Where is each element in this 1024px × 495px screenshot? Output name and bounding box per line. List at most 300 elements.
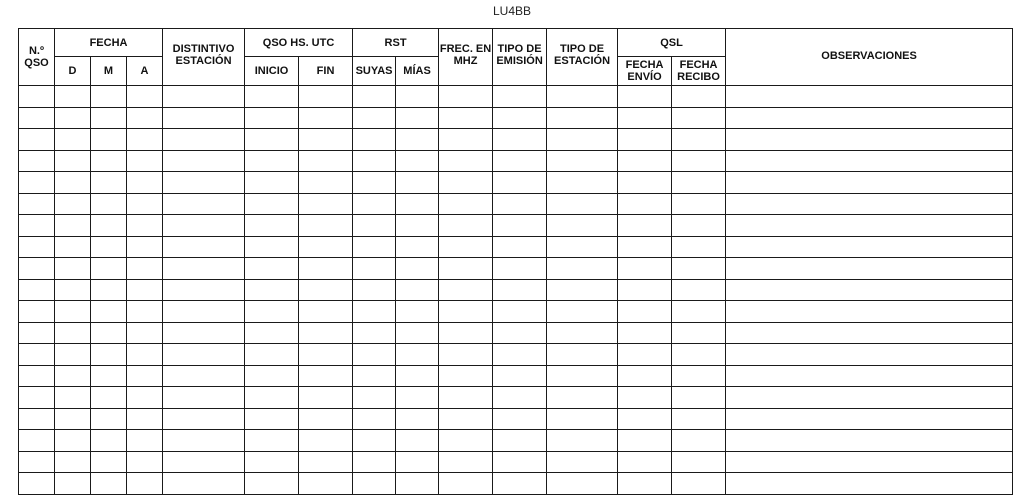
table-cell[interactable]: [91, 451, 127, 473]
table-cell[interactable]: [19, 172, 55, 194]
table-cell[interactable]: [91, 150, 127, 172]
table-cell[interactable]: [726, 408, 1013, 430]
table-cell[interactable]: [163, 408, 245, 430]
table-cell[interactable]: [493, 150, 547, 172]
table-cell[interactable]: [672, 473, 726, 495]
table-cell[interactable]: [493, 279, 547, 301]
table-cell[interactable]: [163, 451, 245, 473]
table-cell[interactable]: [396, 215, 439, 237]
table-cell[interactable]: [396, 279, 439, 301]
table-cell[interactable]: [163, 172, 245, 194]
table-cell[interactable]: [19, 193, 55, 215]
table-cell[interactable]: [439, 322, 493, 344]
table-cell[interactable]: [163, 473, 245, 495]
table-cell[interactable]: [396, 430, 439, 452]
table-cell[interactable]: [618, 473, 672, 495]
table-cell[interactable]: [726, 344, 1013, 366]
table-cell[interactable]: [91, 107, 127, 129]
table-cell[interactable]: [91, 215, 127, 237]
table-cell[interactable]: [672, 107, 726, 129]
table-cell[interactable]: [439, 344, 493, 366]
table-cell[interactable]: [127, 430, 163, 452]
table-cell[interactable]: [493, 172, 547, 194]
table-cell[interactable]: [547, 365, 618, 387]
table-cell[interactable]: [245, 258, 299, 280]
table-cell[interactable]: [299, 322, 353, 344]
header-rst: RST: [353, 29, 439, 57]
table-cell[interactable]: [493, 408, 547, 430]
table-cell[interactable]: [245, 215, 299, 237]
table-cell[interactable]: [55, 107, 91, 129]
table-cell[interactable]: [353, 451, 396, 473]
table-cell[interactable]: [672, 344, 726, 366]
table-cell[interactable]: [547, 258, 618, 280]
table-cell[interactable]: [245, 193, 299, 215]
table-cell[interactable]: [396, 236, 439, 258]
table-cell[interactable]: [439, 236, 493, 258]
table-cell[interactable]: [353, 387, 396, 409]
table-cell[interactable]: [672, 86, 726, 108]
table-cell[interactable]: [547, 322, 618, 344]
header-frecuencia: FREC. EN MHZ: [439, 29, 493, 86]
table-cell[interactable]: [672, 279, 726, 301]
table-cell[interactable]: [91, 344, 127, 366]
table-cell[interactable]: [353, 408, 396, 430]
table-cell[interactable]: [672, 258, 726, 280]
table-cell[interactable]: [55, 387, 91, 409]
table-cell[interactable]: [163, 344, 245, 366]
table-cell[interactable]: [91, 301, 127, 323]
table-cell[interactable]: [245, 301, 299, 323]
table-cell[interactable]: [672, 150, 726, 172]
table-cell[interactable]: [618, 86, 672, 108]
header-anio: A: [127, 57, 163, 86]
table-cell[interactable]: [439, 451, 493, 473]
table-cell[interactable]: [127, 408, 163, 430]
table-cell[interactable]: [618, 408, 672, 430]
table-cell[interactable]: [55, 258, 91, 280]
header-tipo-estacion: TIPO DE ESTACIÓN: [547, 29, 618, 86]
table-cell[interactable]: [163, 301, 245, 323]
table-cell[interactable]: [163, 215, 245, 237]
table-cell[interactable]: [726, 236, 1013, 258]
table-cell[interactable]: [726, 473, 1013, 495]
table-cell[interactable]: [493, 322, 547, 344]
table-cell[interactable]: [396, 408, 439, 430]
table-cell[interactable]: [19, 430, 55, 452]
table-cell[interactable]: [19, 387, 55, 409]
table-cell[interactable]: [91, 473, 127, 495]
table-cell[interactable]: [91, 279, 127, 301]
table-cell[interactable]: [299, 279, 353, 301]
table-cell[interactable]: [91, 86, 127, 108]
table-cell[interactable]: [19, 150, 55, 172]
table-cell[interactable]: [19, 344, 55, 366]
table-cell[interactable]: [439, 215, 493, 237]
table-cell[interactable]: [439, 279, 493, 301]
table-cell[interactable]: [245, 150, 299, 172]
table-cell[interactable]: [439, 107, 493, 129]
table-cell[interactable]: [163, 322, 245, 344]
table-cell[interactable]: [127, 279, 163, 301]
table-cell[interactable]: [439, 387, 493, 409]
table-cell[interactable]: [299, 129, 353, 151]
table-cell[interactable]: [245, 344, 299, 366]
table-cell[interactable]: [299, 387, 353, 409]
table-cell[interactable]: [726, 322, 1013, 344]
table-cell[interactable]: [127, 86, 163, 108]
table-cell[interactable]: [245, 365, 299, 387]
table-cell[interactable]: [163, 430, 245, 452]
table-cell[interactable]: [299, 236, 353, 258]
table-cell[interactable]: [127, 301, 163, 323]
table-cell[interactable]: [353, 193, 396, 215]
table-cell[interactable]: [493, 451, 547, 473]
table-cell[interactable]: [55, 322, 91, 344]
table-cell[interactable]: [19, 322, 55, 344]
table-cell[interactable]: [127, 365, 163, 387]
table-cell[interactable]: [127, 129, 163, 151]
table-row: [19, 236, 1013, 258]
table-cell[interactable]: [299, 150, 353, 172]
table-cell[interactable]: [493, 473, 547, 495]
table-cell[interactable]: [163, 193, 245, 215]
table-cell[interactable]: [672, 236, 726, 258]
table-cell[interactable]: [547, 193, 618, 215]
table-cell[interactable]: [299, 301, 353, 323]
table-cell[interactable]: [353, 215, 396, 237]
table-row: [19, 322, 1013, 344]
table-cell[interactable]: [127, 473, 163, 495]
table-cell[interactable]: [19, 236, 55, 258]
table-cell[interactable]: [493, 236, 547, 258]
table-cell[interactable]: [91, 387, 127, 409]
table-cell[interactable]: [55, 301, 91, 323]
table-cell[interactable]: [55, 86, 91, 108]
table-cell[interactable]: [299, 258, 353, 280]
table-cell[interactable]: [726, 215, 1013, 237]
table-cell[interactable]: [127, 193, 163, 215]
table-cell[interactable]: [726, 129, 1013, 151]
table-cell[interactable]: [547, 451, 618, 473]
table-cell[interactable]: [439, 301, 493, 323]
table-cell[interactable]: [439, 258, 493, 280]
table-cell[interactable]: [245, 172, 299, 194]
table-cell[interactable]: [353, 430, 396, 452]
header-qso-hs-utc: QSO HS. UTC: [245, 29, 353, 57]
table-cell[interactable]: [396, 258, 439, 280]
table-cell[interactable]: [547, 473, 618, 495]
table-cell[interactable]: [439, 365, 493, 387]
table-cell[interactable]: [547, 215, 618, 237]
table-cell[interactable]: [493, 193, 547, 215]
table-cell[interactable]: [672, 215, 726, 237]
table-cell[interactable]: [19, 301, 55, 323]
table-cell[interactable]: [163, 387, 245, 409]
table-cell[interactable]: [726, 279, 1013, 301]
table-cell[interactable]: [618, 172, 672, 194]
table-cell[interactable]: [726, 301, 1013, 323]
table-cell[interactable]: [439, 430, 493, 452]
table-cell[interactable]: [299, 172, 353, 194]
table-cell[interactable]: [19, 279, 55, 301]
table-cell[interactable]: [547, 387, 618, 409]
table-cell[interactable]: [493, 129, 547, 151]
table-cell[interactable]: [163, 279, 245, 301]
table-cell[interactable]: [245, 473, 299, 495]
table-cell[interactable]: [726, 387, 1013, 409]
table-cell[interactable]: [672, 387, 726, 409]
table-cell[interactable]: [353, 473, 396, 495]
table-row: [19, 150, 1013, 172]
table-cell[interactable]: [353, 86, 396, 108]
table-cell[interactable]: [91, 322, 127, 344]
table-cell[interactable]: [127, 107, 163, 129]
table-cell[interactable]: [547, 430, 618, 452]
table-cell[interactable]: [396, 451, 439, 473]
table-cell[interactable]: [127, 387, 163, 409]
table-cell[interactable]: [55, 344, 91, 366]
table-cell[interactable]: [55, 365, 91, 387]
table-cell[interactable]: [396, 344, 439, 366]
table-cell[interactable]: [127, 172, 163, 194]
table-cell[interactable]: [353, 107, 396, 129]
table-cell[interactable]: [55, 430, 91, 452]
table-cell[interactable]: [353, 150, 396, 172]
table-cell[interactable]: [618, 301, 672, 323]
table-cell[interactable]: [547, 301, 618, 323]
table-cell[interactable]: [672, 408, 726, 430]
table-cell[interactable]: [353, 236, 396, 258]
table-cell[interactable]: [353, 279, 396, 301]
table-cell[interactable]: [618, 215, 672, 237]
table-cell[interactable]: [726, 365, 1013, 387]
table-cell[interactable]: [493, 344, 547, 366]
table-cell[interactable]: [353, 129, 396, 151]
table-cell[interactable]: [439, 473, 493, 495]
table-cell[interactable]: [726, 107, 1013, 129]
table-cell[interactable]: [672, 451, 726, 473]
table-cell[interactable]: [299, 473, 353, 495]
table-cell[interactable]: [547, 172, 618, 194]
table-cell[interactable]: [299, 344, 353, 366]
table-cell[interactable]: [439, 86, 493, 108]
table-cell[interactable]: [19, 215, 55, 237]
table-cell[interactable]: [726, 150, 1013, 172]
table-cell[interactable]: [127, 322, 163, 344]
table-cell[interactable]: [396, 301, 439, 323]
table-cell[interactable]: [55, 473, 91, 495]
table-cell[interactable]: [618, 193, 672, 215]
table-cell[interactable]: [91, 193, 127, 215]
table-cell[interactable]: [726, 172, 1013, 194]
table-cell[interactable]: [439, 193, 493, 215]
table-cell[interactable]: [493, 387, 547, 409]
table-cell[interactable]: [245, 236, 299, 258]
table-cell[interactable]: [299, 451, 353, 473]
table-cell[interactable]: [299, 86, 353, 108]
table-cell[interactable]: [396, 129, 439, 151]
table-cell[interactable]: [547, 150, 618, 172]
table-cell[interactable]: [299, 215, 353, 237]
table-row: [19, 408, 1013, 430]
table-cell[interactable]: [672, 365, 726, 387]
table-cell[interactable]: [439, 150, 493, 172]
table-cell[interactable]: [245, 107, 299, 129]
table-cell[interactable]: [618, 430, 672, 452]
table-cell[interactable]: [91, 172, 127, 194]
table-cell[interactable]: [396, 473, 439, 495]
table-cell[interactable]: [396, 365, 439, 387]
table-cell[interactable]: [547, 408, 618, 430]
table-row: [19, 129, 1013, 151]
table-cell[interactable]: [163, 107, 245, 129]
table-cell[interactable]: [19, 258, 55, 280]
table-cell[interactable]: [353, 365, 396, 387]
table-cell[interactable]: [19, 365, 55, 387]
table-cell[interactable]: [163, 365, 245, 387]
table-cell[interactable]: [618, 322, 672, 344]
table-cell[interactable]: [163, 236, 245, 258]
table-cell[interactable]: [672, 129, 726, 151]
table-cell[interactable]: [19, 129, 55, 151]
table-cell[interactable]: [353, 344, 396, 366]
table-cell[interactable]: [672, 301, 726, 323]
table-cell[interactable]: [396, 150, 439, 172]
table-row: [19, 172, 1013, 194]
table-cell[interactable]: [672, 430, 726, 452]
table-cell[interactable]: [19, 473, 55, 495]
table-cell[interactable]: [618, 258, 672, 280]
table-cell[interactable]: [55, 172, 91, 194]
table-cell[interactable]: [493, 215, 547, 237]
table-cell[interactable]: [547, 86, 618, 108]
table-cell[interactable]: [547, 129, 618, 151]
table-cell[interactable]: [127, 258, 163, 280]
table-cell[interactable]: [55, 129, 91, 151]
table-cell[interactable]: [299, 365, 353, 387]
table-cell[interactable]: [726, 451, 1013, 473]
table-cell[interactable]: [19, 107, 55, 129]
table-cell[interactable]: [299, 193, 353, 215]
table-cell[interactable]: [672, 193, 726, 215]
table-cell[interactable]: [618, 236, 672, 258]
table-cell[interactable]: [163, 86, 245, 108]
table-cell[interactable]: [396, 172, 439, 194]
table-cell[interactable]: [618, 365, 672, 387]
table-cell[interactable]: [19, 86, 55, 108]
table-cell[interactable]: [127, 215, 163, 237]
table-cell[interactable]: [353, 258, 396, 280]
table-cell[interactable]: [618, 129, 672, 151]
table-cell[interactable]: [726, 258, 1013, 280]
table-cell[interactable]: [299, 408, 353, 430]
table-cell[interactable]: [245, 279, 299, 301]
table-cell[interactable]: [127, 451, 163, 473]
table-cell[interactable]: [127, 236, 163, 258]
table-cell[interactable]: [726, 86, 1013, 108]
table-cell[interactable]: [91, 129, 127, 151]
table-cell[interactable]: [493, 86, 547, 108]
table-cell[interactable]: [547, 344, 618, 366]
table-row: [19, 387, 1013, 409]
table-cell[interactable]: [55, 451, 91, 473]
header-mes: M: [91, 57, 127, 86]
table-cell[interactable]: [547, 107, 618, 129]
table-cell[interactable]: [493, 301, 547, 323]
table-cell[interactable]: [353, 172, 396, 194]
table-cell[interactable]: [91, 236, 127, 258]
table-cell[interactable]: [618, 344, 672, 366]
table-cell[interactable]: [618, 150, 672, 172]
table-cell[interactable]: [55, 150, 91, 172]
table-cell[interactable]: [547, 279, 618, 301]
table-cell[interactable]: [91, 258, 127, 280]
table-cell[interactable]: [672, 322, 726, 344]
table-cell[interactable]: [618, 279, 672, 301]
table-cell[interactable]: [55, 215, 91, 237]
table-cell[interactable]: [19, 451, 55, 473]
table-cell[interactable]: [396, 86, 439, 108]
table-cell[interactable]: [726, 430, 1013, 452]
table-cell[interactable]: [353, 322, 396, 344]
table-cell[interactable]: [163, 150, 245, 172]
table-cell[interactable]: [439, 172, 493, 194]
table-cell[interactable]: [493, 258, 547, 280]
table-cell[interactable]: [245, 408, 299, 430]
table-cell[interactable]: [618, 107, 672, 129]
table-cell[interactable]: [163, 129, 245, 151]
table-cell[interactable]: [55, 236, 91, 258]
table-cell[interactable]: [245, 387, 299, 409]
table-cell[interactable]: [493, 430, 547, 452]
header-observaciones: OBSERVACIONES: [726, 29, 1013, 86]
table-cell[interactable]: [618, 451, 672, 473]
table-cell[interactable]: [439, 129, 493, 151]
table-cell[interactable]: [396, 107, 439, 129]
table-cell[interactable]: [353, 301, 396, 323]
table-cell[interactable]: [726, 193, 1013, 215]
table-cell[interactable]: [55, 193, 91, 215]
table-row: [19, 451, 1013, 473]
table-cell[interactable]: [672, 172, 726, 194]
table-cell[interactable]: [55, 279, 91, 301]
table-cell[interactable]: [127, 150, 163, 172]
table-cell[interactable]: [245, 322, 299, 344]
table-cell[interactable]: [618, 387, 672, 409]
table-cell[interactable]: [91, 408, 127, 430]
table-cell[interactable]: [91, 365, 127, 387]
table-cell[interactable]: [163, 258, 245, 280]
table-cell[interactable]: [245, 86, 299, 108]
table-cell[interactable]: [91, 430, 127, 452]
table-cell[interactable]: [396, 322, 439, 344]
table-cell[interactable]: [396, 193, 439, 215]
table-cell[interactable]: [396, 387, 439, 409]
table-cell[interactable]: [493, 365, 547, 387]
table-cell[interactable]: [245, 451, 299, 473]
table-cell[interactable]: [245, 430, 299, 452]
table-cell[interactable]: [19, 408, 55, 430]
table-cell[interactable]: [547, 236, 618, 258]
table-cell[interactable]: [299, 430, 353, 452]
table-cell[interactable]: [299, 107, 353, 129]
table-cell[interactable]: [245, 129, 299, 151]
table-cell[interactable]: [55, 408, 91, 430]
table-cell[interactable]: [439, 408, 493, 430]
table-cell[interactable]: [127, 344, 163, 366]
table-cell[interactable]: [493, 107, 547, 129]
